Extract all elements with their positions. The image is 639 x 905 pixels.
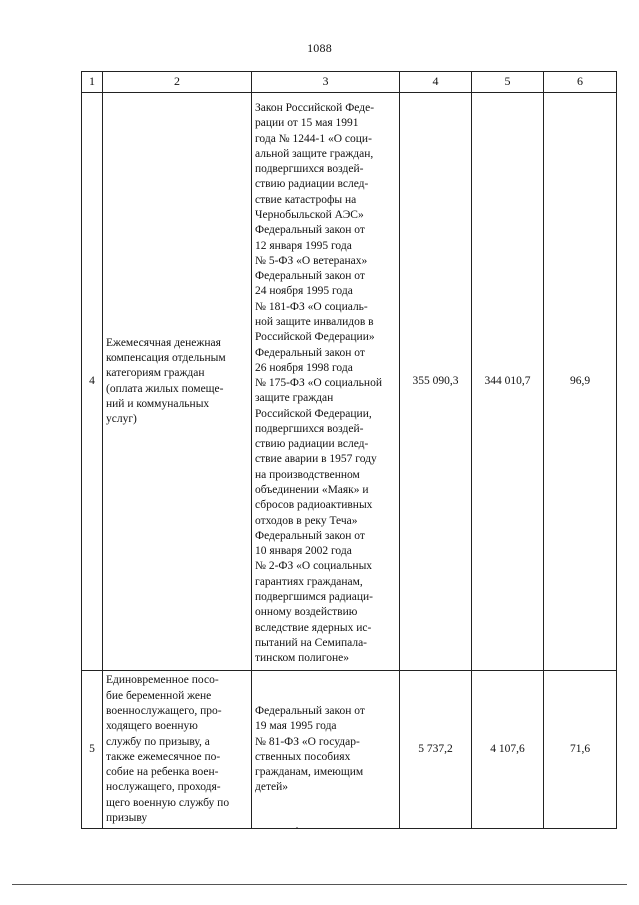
page-bottom-rule — [12, 884, 627, 885]
data-table — [81, 71, 617, 829]
value-col4: 5 737,2 — [400, 671, 472, 829]
column-header: 2 — [103, 72, 252, 93]
column-header: 3 — [252, 72, 400, 93]
legal-basis: Федеральный закон от 19 мая 1995 года № 81-ФЗ «О государ- ственных пособиях гражданам, имеющим детей» — [255, 704, 365, 794]
value-col6: 96,9 — [544, 93, 617, 671]
page-number: 1088 — [307, 41, 332, 55]
scan-speck — [296, 827, 298, 828]
column-header: 6 — [544, 72, 617, 93]
column-header: 5 — [472, 72, 544, 93]
legal-basis-cell — [252, 93, 400, 671]
payment-name: Ежемесячная денежная компенсация отдельным категориям граждан (оплата жилых помеще- ний и коммунальных услуг) — [106, 336, 226, 426]
value-col4: 355 090,3 — [400, 93, 472, 671]
value-col6: 71,6 — [544, 671, 617, 829]
legal-basis: Закон Российской Феде- рации от 15 мая 1991 года № 1244-1 «О соци- альной защите граждан, подвергшихся воздей- ствию радиации вслед- ствие катастрофы на Чернобыльской АЭС» Федеральный закон от 12 января 1995 года № 5-ФЗ «О ветеранах» Федеральный закон от 24 ноября 1995 года № 181-ФЗ «О социаль- ной защите инвалидов в Российской Федерации» Федеральный закон от 26 ноября 1998 года № 175-ФЗ «О социальной защите граждан Российской Федерации, подвергшихся воздей- ствию радиации вслед- ствие аварии в 1957 году на производственном объединении «Маяк» и сбросов радиоактивных отходов в реку Теча» Федеральный закон от 10 января 2002 года № 2-ФЗ «О социальных гарантиях гражданам, подвергшимся радиаци- онному воздействию вследствие ядерных ис- пытаний на Семипала- тинском полигоне» — [255, 102, 382, 665]
row-number: 4 — [82, 93, 103, 671]
table-row — [82, 671, 617, 829]
value-col5: 344 010,7 — [472, 93, 544, 671]
payment-name: Единовременное посо- бие беременной жене военнослужащего, про- ходящего военную службу по призыву, а также ежемесячное по- собие на ребенка воен- нослужащего, проходя- щего военную службу по призыву — [106, 674, 230, 824]
payment-name-cell — [103, 671, 252, 829]
column-header: 1 — [82, 72, 103, 93]
column-header: 4 — [400, 72, 472, 93]
table-header-row — [82, 72, 617, 93]
payment-name-cell — [103, 93, 252, 671]
row-number: 5 — [82, 671, 103, 829]
table-row — [82, 93, 617, 671]
value-col5: 4 107,6 — [472, 671, 544, 829]
legal-basis-cell — [252, 671, 400, 829]
